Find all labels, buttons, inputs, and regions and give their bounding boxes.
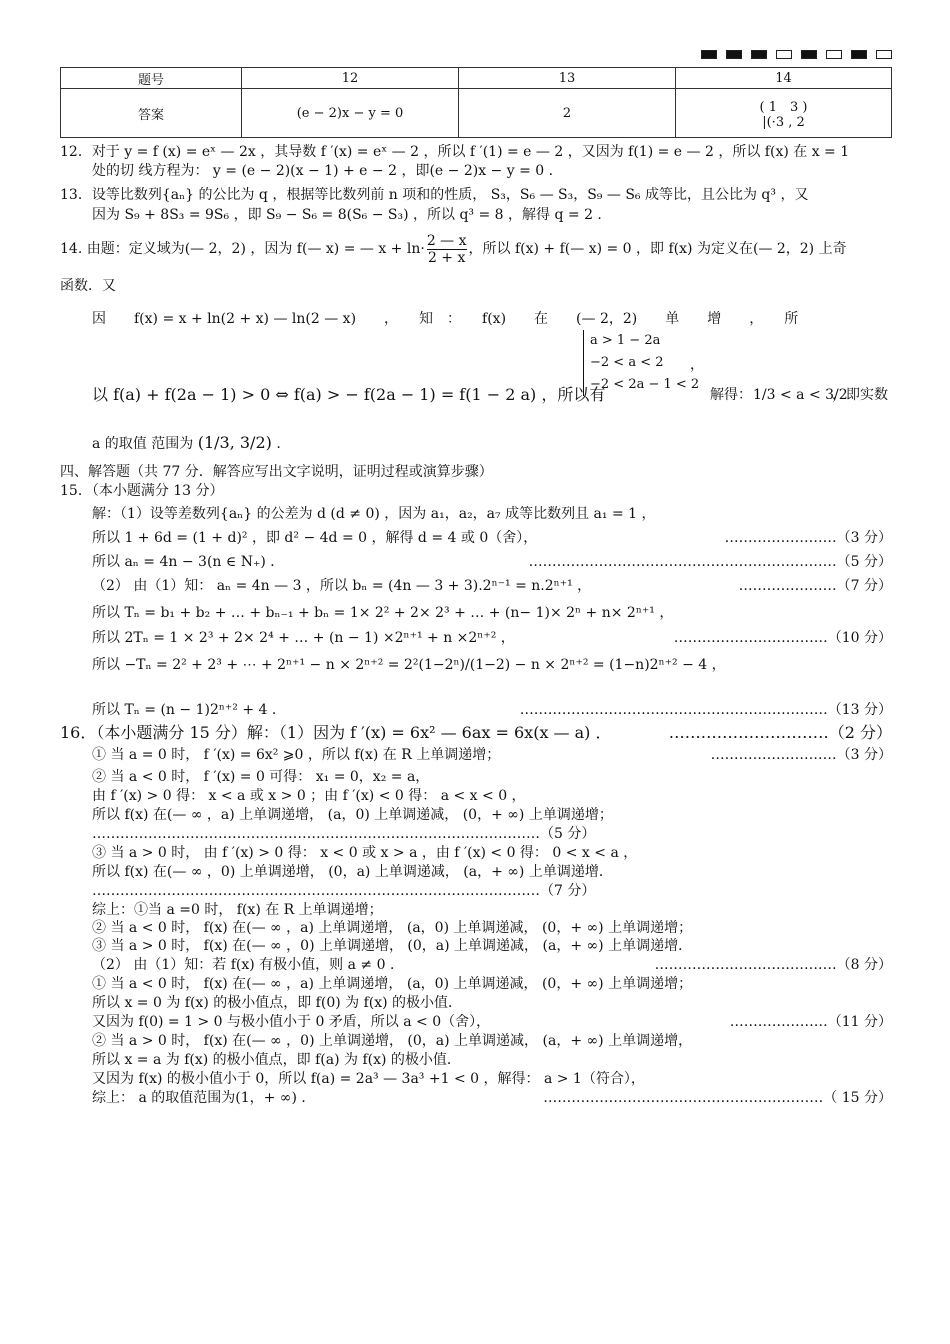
table-cell: (e − 2)x − y = 0 <box>242 89 459 138</box>
text-line: 由 f ′(x) > 0 得： x < a 或 x > 0 ；由 f ′(x) < 0 得： a < x < 0 ， <box>92 788 526 804</box>
fraction-denominator: 2 + x <box>427 249 466 266</box>
text-line: ① 当 a < 0 时， f(x) 在(— ∞ ，a) 上单调递增， (a，0) 上单调递减， (0，+ ∞) 上单调递增； <box>92 976 693 992</box>
text-line: 所以 −Tₙ = 2² + 2³ + ⋯ + 2ⁿ⁺¹ − n × 2ⁿ⁺² = 2²(1−2ⁿ)/(1−2) − n × 2ⁿ⁺² = (1−n)2ⁿ⁺² − 4 ， <box>92 657 726 673</box>
text-span: . <box>276 436 281 452</box>
table-header: 13 <box>459 68 676 89</box>
section-title: 四、解答题（共 77 分．解答应写出文字说明，证明过程或演算步骤） <box>60 464 493 480</box>
text-line: 13．设等比数列{aₙ} 的公比为 q ，根据等比数列前 n 项和的性质， S₃，S₆ — S₃，S₉ — S₆ 成等比，且公比为 q³ ，又 <box>60 187 809 203</box>
text-span: ， <box>690 357 704 373</box>
table-header: 14 <box>676 68 892 89</box>
text-line: 所以 f(x) 在(— ∞ ，0) 上单调递增， (0，a) 上单调递减， (a，+ ∞) 上单调递增． <box>92 864 613 880</box>
text-line: 所以 Tₙ = b₁ + b₂ + … + bₙ₋₁ + bₙ = 1× 2² + 2× 2³ + … + (n− 1)× 2ⁿ + n× 2ⁿ⁺¹ ， <box>92 605 674 621</box>
table-header: 12 <box>242 68 459 89</box>
text-line: 因 f(x) = x + ln(2 + x) — ln(2 — x) ， 知 ： f(x) 在 (— 2，2) 单 增 ， 所 <box>92 311 799 327</box>
square-mark <box>851 50 867 59</box>
text-line: ……………………………………………………………………………………（5 分） <box>92 826 596 842</box>
text-line <box>92 956 892 974</box>
text-line: 综上：①当 a =0 时， f(x) 在 R 上单调递增； <box>92 902 383 918</box>
text-line: 所以 x = 0 为 f(x) 的极小值点，即 f(0) 为 f(x) 的极小值． <box>92 995 463 1011</box>
fraction-numerator: 2 — x <box>426 232 467 249</box>
text-line: 所以 x = a 为 f(x) 的极小值点，即 f(a) 为 f(x) 的极小值． <box>92 1052 461 1068</box>
square-mark <box>801 50 817 59</box>
text-line: ② 当 a < 0 时， f(x) 在(— ∞ ，a) 上单调递增， (a，0) 上单调递减， (0，+ ∞) 上单调递增； <box>92 920 693 936</box>
text-line: 以 f(a) + f(2a − 1) > 0 ⇔ f(a) > − f(2a − 1) = f(1 − 2 a) ，所以有 <box>92 385 606 404</box>
text-line: ② 当 a < 0 时， f ′(x) = 0 可得： x₁ = 0，x₂ = a， <box>92 769 430 785</box>
score-mark: ……………………………………………………（ 15 分） <box>543 1090 892 1106</box>
text-span: （2） 由（1）知： aₙ = 4n — 3 ，所以 bₙ = (4n — 3 + 3).2ⁿ⁻¹ = n.2ⁿ⁺¹ ， <box>92 578 592 594</box>
square-mark <box>726 50 742 59</box>
text-span: 综上： a 的取值范围为(1，+ ∞) ． <box>92 1090 316 1106</box>
text-line <box>92 434 892 453</box>
square-mark <box>826 50 842 59</box>
text-line: ③ 当 a > 0 时， f(x) 在(— ∞ ，0) 上单调递增， (0，a) 上单调递减， (a，+ ∞) 上单调递增． <box>92 938 693 954</box>
square-mark <box>776 50 792 59</box>
score-mark: …………………………（2 分） <box>668 723 892 742</box>
text-line: 所以 f(x) 在(— ∞ ，a) 上单调递增， (a，0) 上单调递减， (0，+ ∞) 上单调递增； <box>92 807 613 823</box>
text-span: a 的取值 范围为 <box>92 436 194 452</box>
text-span: （2） 由（1）知：若 f(x) 有极小值，则 a ≠ 0 ． <box>92 957 404 973</box>
text-span: 16．（本小题满分 15 分）解：（1）因为 f ′(x) = 6x² — 6ax = 6x(x — a) ． <box>60 723 612 742</box>
text-span: 所以 2Tₙ = 1 × 2³ + 2× 2⁴ + … + (n − 1) ×2ⁿ⁺¹ + n ×2ⁿ⁺² ， <box>92 630 515 646</box>
text-line: 因为 S₉ + 8S₃ = 9S₆ ，即 S₉ − S₆ = 8(S₆ − S₃) ，所以 q³ = 8 ，解得 q = 2 . <box>92 207 602 223</box>
text-line <box>92 701 892 719</box>
score-mark: ……………………（3 分） <box>724 530 892 546</box>
score-mark: …………………………………（8 分） <box>654 957 892 973</box>
table-cell: 2 <box>459 89 676 138</box>
text-line: 函数．又 <box>60 278 116 294</box>
text-span: 14. 由题：定义域为(— 2，2) ，因为 f(— x) = — x + ln· <box>60 241 425 257</box>
text-span: 1/3 < a < 3/2 <box>753 387 848 403</box>
square-mark <box>751 50 767 59</box>
table-cell: 答案 <box>61 89 242 138</box>
text-span: ，所以 f(x) + f(— x) = 0 ，即 f(x) 为定义在(— 2，2) 上奇 <box>468 241 847 257</box>
text-line: 处的切 线方程为： y = (e − 2)(x − 1) + e − 2 ，即(e − 2)x − y = 0 . <box>92 163 554 179</box>
score-mark: …………………………………………………………（5 分） <box>528 554 892 570</box>
score-mark: …………………（11 分） <box>729 1014 892 1030</box>
text-line: ③ 当 a > 0 时， 由 f ′(x) > 0 得： x < 0 或 x > a ，由 f ′(x) < 0 得： 0 < x < a ， <box>92 845 638 861</box>
system-row: −2 < 2a − 1 < 2 <box>590 377 700 392</box>
header-squares <box>701 50 892 59</box>
answer-table <box>60 67 892 138</box>
text-span: ① 当 a = 0 时， f ′(x) = 6x² ⩾0 ，所以 f(x) 在 R 上单调递增； <box>92 747 501 763</box>
text-line <box>60 226 892 272</box>
text-line <box>92 629 892 647</box>
answer-14-top: ( 1 3 ) <box>759 100 808 115</box>
text-line <box>92 1013 892 1031</box>
text-line: 又因为 f(x) 的极小值小于 0，所以 f(a) = 2a³ — 3a³ +1 < 0 ，解得： a > 1（符合）， <box>92 1071 645 1087</box>
square-mark <box>701 50 717 59</box>
text-span: 解得： <box>710 387 752 403</box>
square-mark <box>876 50 892 59</box>
text-line: ……………………………………………………………………………………（7 分） <box>92 883 596 899</box>
text-span: (1/3, 3/2) <box>197 433 272 452</box>
table-cell <box>676 89 892 138</box>
text-span: 所以 Tₙ = (n − 1)2ⁿ⁺² + 4 ． <box>92 702 286 718</box>
problem-title: 15．（本小题满分 13 分） <box>60 483 224 499</box>
text-span: ，即实数 <box>832 387 888 403</box>
table-header: 题号 <box>61 68 242 89</box>
score-mark: …………………（7 分） <box>738 578 892 594</box>
text-line: 解：（1）设等差数列{aₙ} 的公差为 d (d ≠ 0) ，因为 a₁，a₂，a₇ 成等比数列且 a₁ = 1 ， <box>92 506 656 522</box>
text-line: 12．对于 y = f (x) = eˣ — 2x ，其导数 f ′(x) = eˣ — 2 ，所以 f ′(1) = e — 2 ，又因为 f(1) = e — 2 ，所以 f(x) 在 x = 1 <box>60 144 850 160</box>
text-line: ② 当 a > 0 时， f(x) 在(— ∞ ，0) 上单调递增， (0，a) 上单调递减， (a，+ ∞) 上单调递增， <box>92 1033 693 1049</box>
text-line <box>92 577 892 595</box>
text-line <box>60 724 892 743</box>
text-line <box>92 1089 892 1107</box>
score-mark: ………………………（3 分） <box>710 747 892 763</box>
text-span: 所以 1 + 6d = (1 + d)² ，即 d² − 4d = 0 ，解得 d = 4 或 0（舍）， <box>92 530 538 546</box>
text-span: 所以 aₙ = 4n − 3(n ∈ N₊) ． <box>92 554 285 570</box>
system-row: −2 < a < 2 <box>590 355 664 370</box>
fraction <box>427 233 467 266</box>
answer-14-bottom: |(·3 , 2 <box>762 115 805 130</box>
text-line <box>92 553 892 571</box>
text-span: 又因为 f(0) = 1 > 0 与极小值小于 0 矛盾，所以 a < 0（舍）， <box>92 1014 491 1030</box>
score-mark: ……………………………（10 分） <box>673 630 892 646</box>
system-row: a > 1 − 2a <box>590 333 661 348</box>
text-line <box>92 529 892 547</box>
text-line <box>92 746 892 764</box>
score-mark: …………………………………………………………（13 分） <box>519 702 892 718</box>
